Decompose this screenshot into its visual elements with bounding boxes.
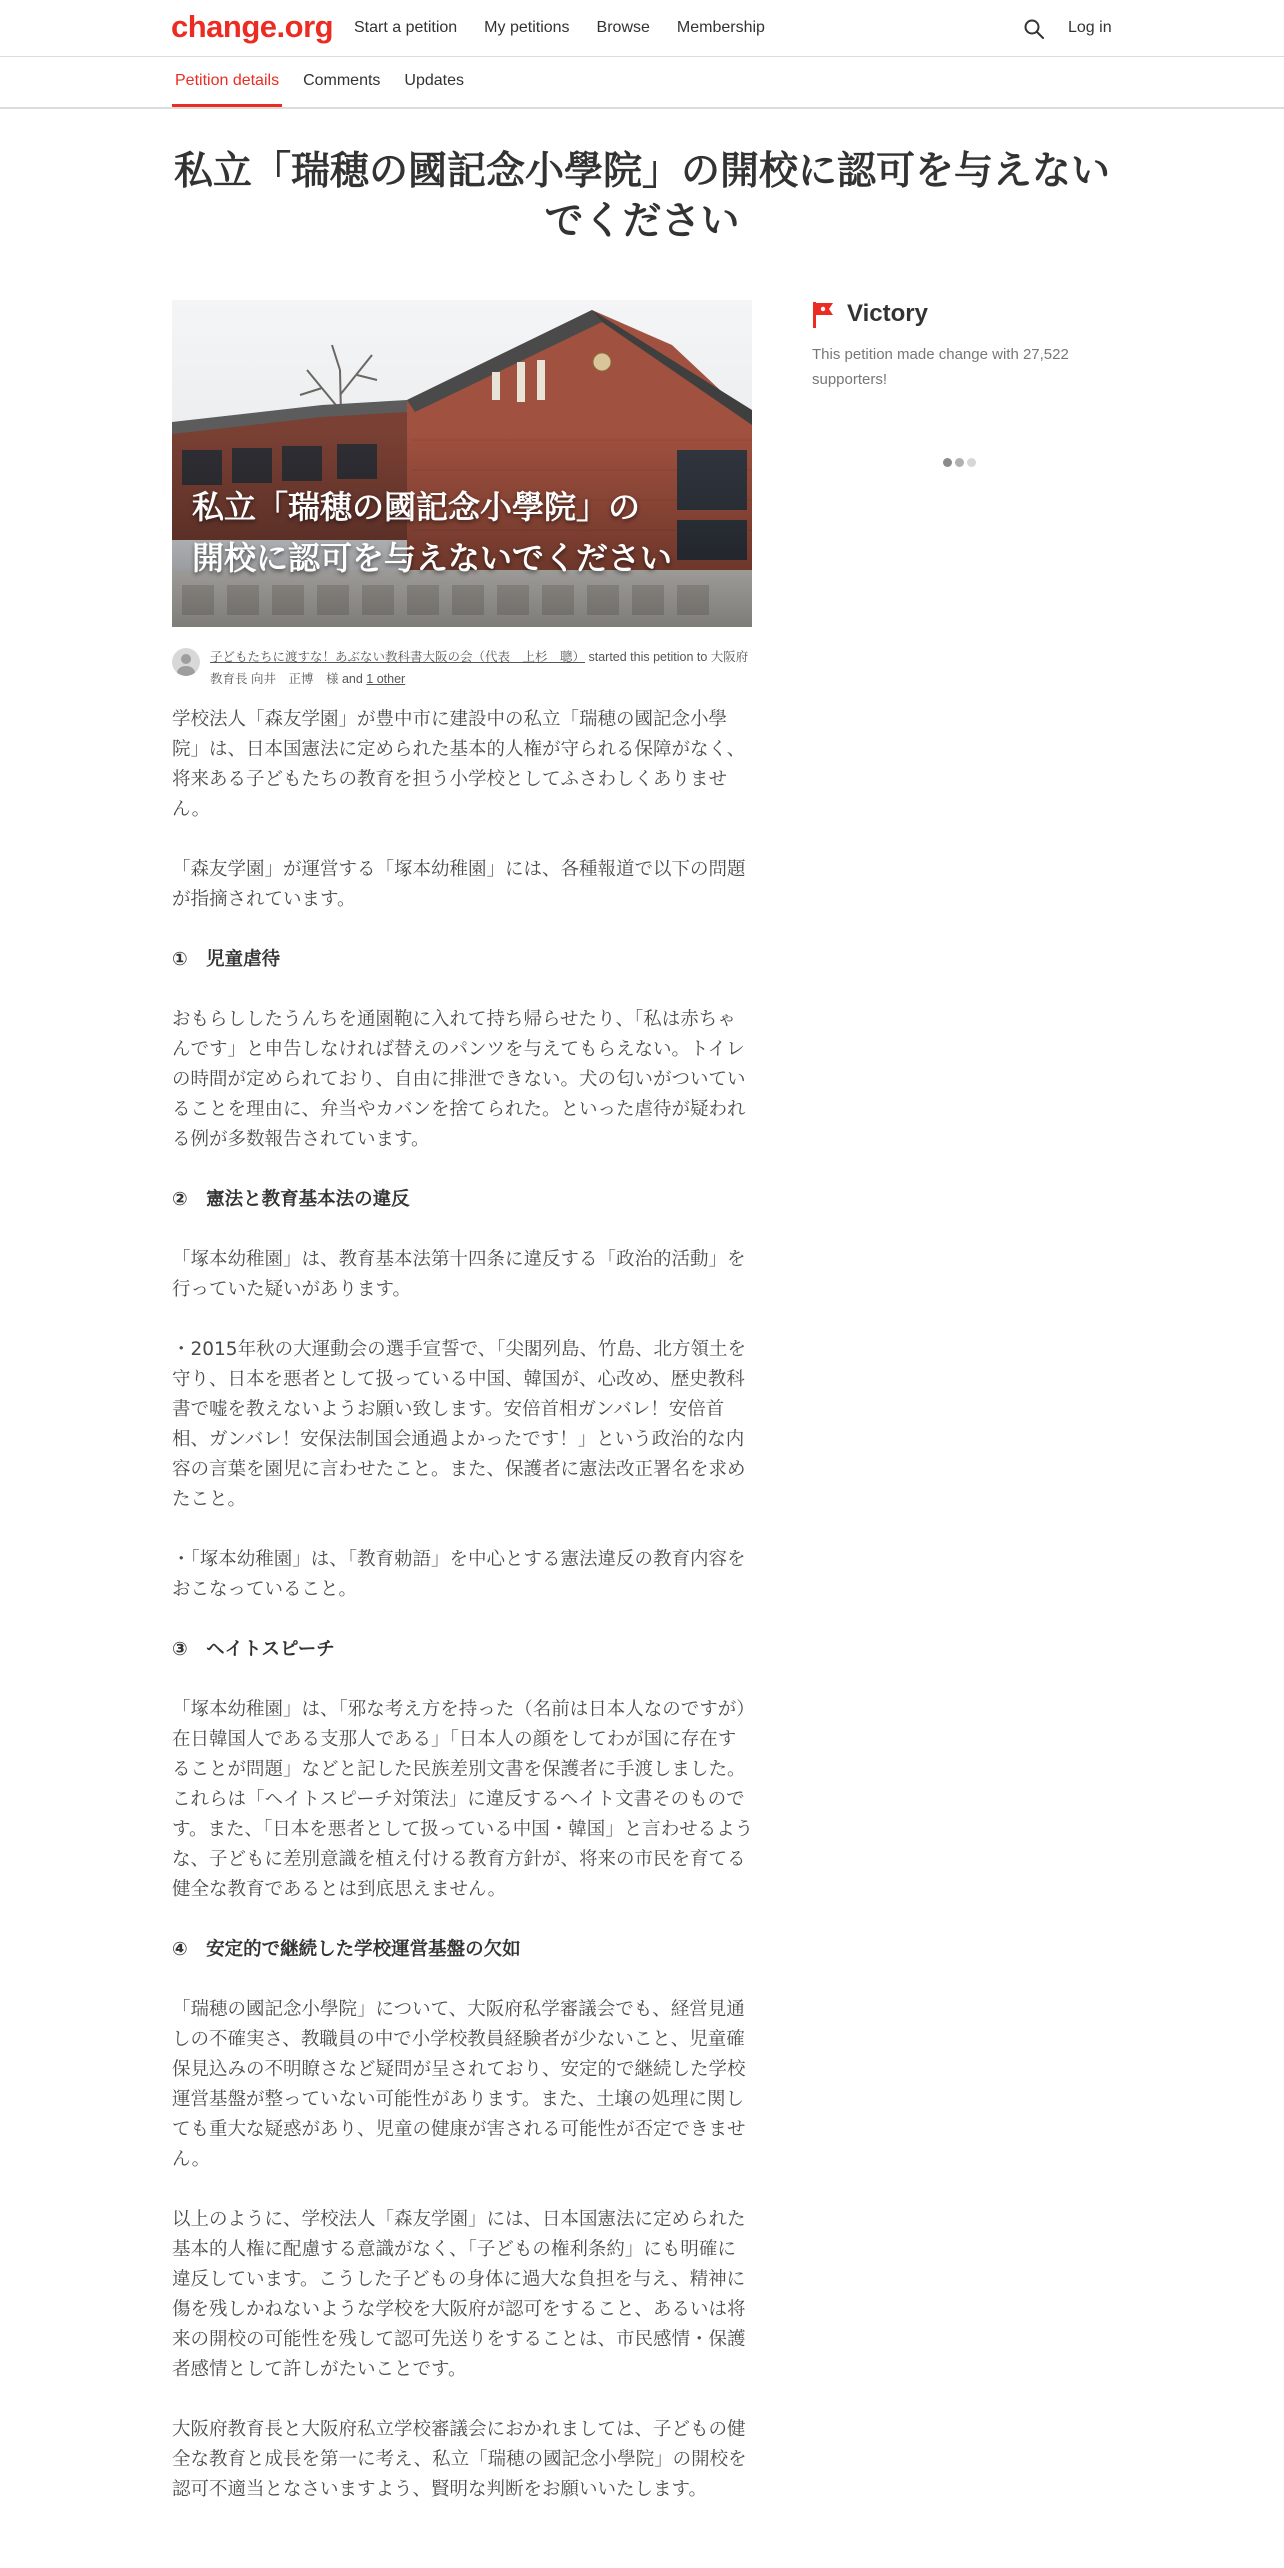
image-caption-line2: 開校に認可を与えないでください xyxy=(192,539,673,577)
login-link[interactable]: Log in xyxy=(1068,19,1112,36)
petition-title-line2: でください xyxy=(544,199,740,244)
nav-link-browse[interactable]: Browse xyxy=(596,19,650,36)
flag-icon xyxy=(812,302,834,328)
search-icon[interactable] xyxy=(1023,18,1045,40)
image-caption-line1: 私立「瑞穂の國記念小學院」の xyxy=(192,488,641,526)
starter-mid-text: started this petition to xyxy=(585,650,711,664)
paragraph: 大阪府教育長と大阪府私立学校審議会におかれましては、子どもの健全な教育と成長を第一に考え、私立「瑞穂の國記念小學院」の開校を認可不適当となさいますよう、賢明な判断をお願いいたします。 xyxy=(172,2419,747,2500)
starter-and-text: and xyxy=(338,672,367,686)
paragraph: 「塚本幼稚園」は、教育基本法第十四条に違反する「政治的活動」を行っていた疑いがあります。 xyxy=(172,1249,746,1300)
nav-link-membership[interactable]: Membership xyxy=(676,19,765,36)
nav-link-start-petition[interactable]: Start a petition xyxy=(354,19,458,36)
loading-dot xyxy=(943,458,952,467)
paragraph: ・「塚本幼稚園」は、「教育勅語」を中心とする憲法違反の教育内容をおこなっていること。 xyxy=(172,1549,746,1600)
user-icon xyxy=(172,648,200,676)
paragraph: 以上のように、学校法人「森友学園」には、日本国憲法に定められた基本的人権に配慮する意識がなく、「子どもの権利条約」にも明確に違反しています。こうした子どもの身体に過大な負担を与え、精神に傷を残しかねないような学校を大阪府が認可をすること、あるいは将来の開校の可能性を残して認可先送りをすることは、市民感情・保護者感情として許しがたいことです。 xyxy=(172,2209,746,2380)
loading-dot xyxy=(967,458,976,467)
section-heading: ② 憲法と教育基本法の違反 xyxy=(172,1189,410,1210)
nav-links xyxy=(354,19,765,37)
paragraph: おもらししたうんちを通園鞄に入れて持ち帰らせたり、「私は赤ちゃんです」と申告しなければ替えのパンツを与えてもらえない。トイレの時間が定められており、自由に排泄できない。犬の匂いがついていることを理由に、弁当やカバンを捨てられた。といった虐待が疑われる例が多数報告されています。 xyxy=(172,1009,746,1150)
paragraph: 「森友学園」が運営する「塚本幼稚園」には、各種報道で以下の問題が指摘されています。 xyxy=(172,859,746,910)
tab-comments[interactable]: Comments xyxy=(303,72,381,89)
petition-title-line1: 私立「瑞穂の國記念小學院」の開校に認可を与えない xyxy=(173,149,1110,194)
decision-maker-target: 大阪府教育長 向井 正博 様 xyxy=(210,650,749,686)
petition-description xyxy=(172,705,754,2535)
loading-dot xyxy=(955,458,964,467)
tab-updates[interactable]: Updates xyxy=(404,72,465,89)
top-navigation xyxy=(0,0,1284,57)
section-heading: ① 児童虐待 xyxy=(172,949,281,970)
victory-title: Victory xyxy=(847,300,928,327)
paragraph: 学校法人「森友学園」が豊中市に建設中の私立「瑞穂の國記念小學院」は、日本国憲法に定められた基本的人権が守られる保障がなく、将来ある子どもたちの教育を担う小学校としてふさわしくありません。 xyxy=(172,709,746,820)
nav-link-my-petitions[interactable]: My petitions xyxy=(484,19,570,36)
avatar[interactable] xyxy=(172,648,200,676)
paragraph: ・2015年秋の大運動会の選手宣誓で、「尖閣列島、竹島、北方領土を守り、日本を悪者として扱っている中国、韓国が、心改め、歴史教科書で嘘を教えないようお願い致します。安倍首相ガンバレ！安倍首相、ガンバレ！安保法制国会通過よかったです！」という政治的な内容の言葉を園児に言わせたこと。また、保護者に憲法改正署名を求めたこと。 xyxy=(172,1339,746,1510)
starter-text xyxy=(210,646,752,690)
petition-image xyxy=(172,300,752,627)
paragraph: 「塚本幼稚園」は、「邪な考え方を持った（名前は日本人なのですが）在日韓国人である支那人である」「日本人の顔をしてわが国に存在することが問題」などと記した民族差別文書を保護者に手渡しました。これらは「ヘイトスピーチ対策法」に違反するヘイト文書そのものです。また、「日本を悪者として扱っている中国・韓国」と言わせるような、子どもに差別意識を植え付ける教育方針が、将来の市民を育てる健全な教育であるとは到底思えません。 xyxy=(172,1699,754,1900)
victory-text: This petition made change with 27,522 supporters! xyxy=(812,346,1069,388)
section-heading: ④ 安定的で継続した学校運営基盤の欠如 xyxy=(172,1939,521,1960)
paragraph: 「瑞穂の國記念小學院」について、大阪府私学審議会でも、経営見通しの不確実さ、教職員の中で小学校教員経験者が少ないこと、児童確保見込みの不明瞭さなど疑問が呈されており、安定的で継続した学校運営基盤が整っていない可能性があります。また、土壌の処理に関しても重大な疑惑があり、児童の健康が害される可能性が否定できません。 xyxy=(172,1999,746,2170)
loading-indicator xyxy=(943,458,976,467)
change-org-logo[interactable]: change.org xyxy=(171,9,334,44)
other-targets-link[interactable]: 1 other xyxy=(366,672,406,686)
petition-title xyxy=(160,147,1124,247)
image-caption xyxy=(192,482,737,584)
petition-tabs xyxy=(0,57,1284,109)
tab-petition-details[interactable]: Petition details xyxy=(172,72,282,107)
section-heading: ③ ヘイトスピーチ xyxy=(172,1639,335,1660)
starter-name-link[interactable]: 子どもたちに渡すな！あぶない教科書大阪の会（代表 上杉 聰） xyxy=(210,650,586,664)
